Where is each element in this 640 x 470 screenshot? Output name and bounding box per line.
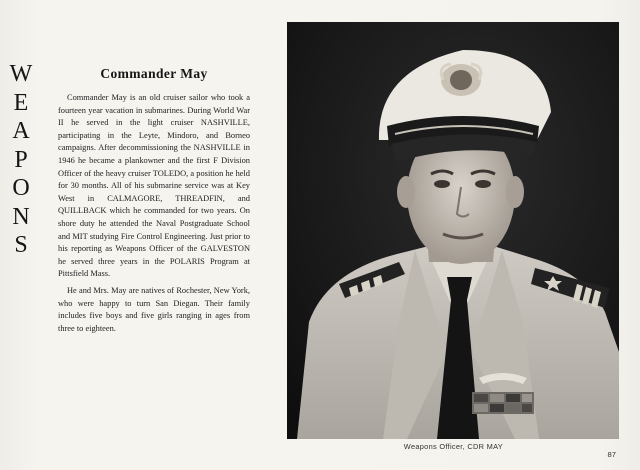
article-heading: Commander May bbox=[100, 66, 208, 81]
photo-caption: Weapons Officer, CDR MAY bbox=[403, 442, 503, 451]
section-title-letter: O bbox=[12, 175, 30, 201]
biography-article bbox=[58, 66, 250, 339]
biography-paragraph: Commander May is an old cruiser sailor who took a fourteen year vacation in submarines. During World War II he served in the light cruiser NASHVILLE, participating in the Leyte, Mindoro, and Borneo campaigns. After decommissioning the NASHVILLE in 1946 he became a plankowner and the first F Division Officer of the heavy cruiser TOLEDO, a position he held for 30 months. All of his submarine service was at Key West in CALMAGORE, THREADFIN, and QUILLBACK which he commanded for two years. On shore duty he attended the Naval Postgraduate School and MIT studying Fire Control Engineering. Just prior to his reporting as Weapons Officer of the GALVESTON he served three years in the POLARIS Program at Pittsfield Mass. bbox=[58, 93, 250, 279]
section-title-letter: W bbox=[9, 61, 33, 87]
section-title-weapons bbox=[4, 60, 38, 260]
officer-portrait-photo bbox=[287, 22, 619, 439]
page-number: 87 bbox=[607, 450, 616, 459]
section-title-letter: A bbox=[12, 118, 30, 144]
section-title-letter: S bbox=[14, 232, 28, 258]
section-title-letter: P bbox=[14, 146, 28, 173]
section-title-letter: E bbox=[13, 89, 29, 116]
section-title-letter: N bbox=[12, 203, 30, 230]
biography-paragraph: He and Mrs. May are natives of Rochester, New York, who were happy to turn San Diegan. Their family includes five boys and five girls ranging in ages from three to eighteen. bbox=[58, 285, 250, 333]
portrait-illustration bbox=[287, 22, 619, 439]
